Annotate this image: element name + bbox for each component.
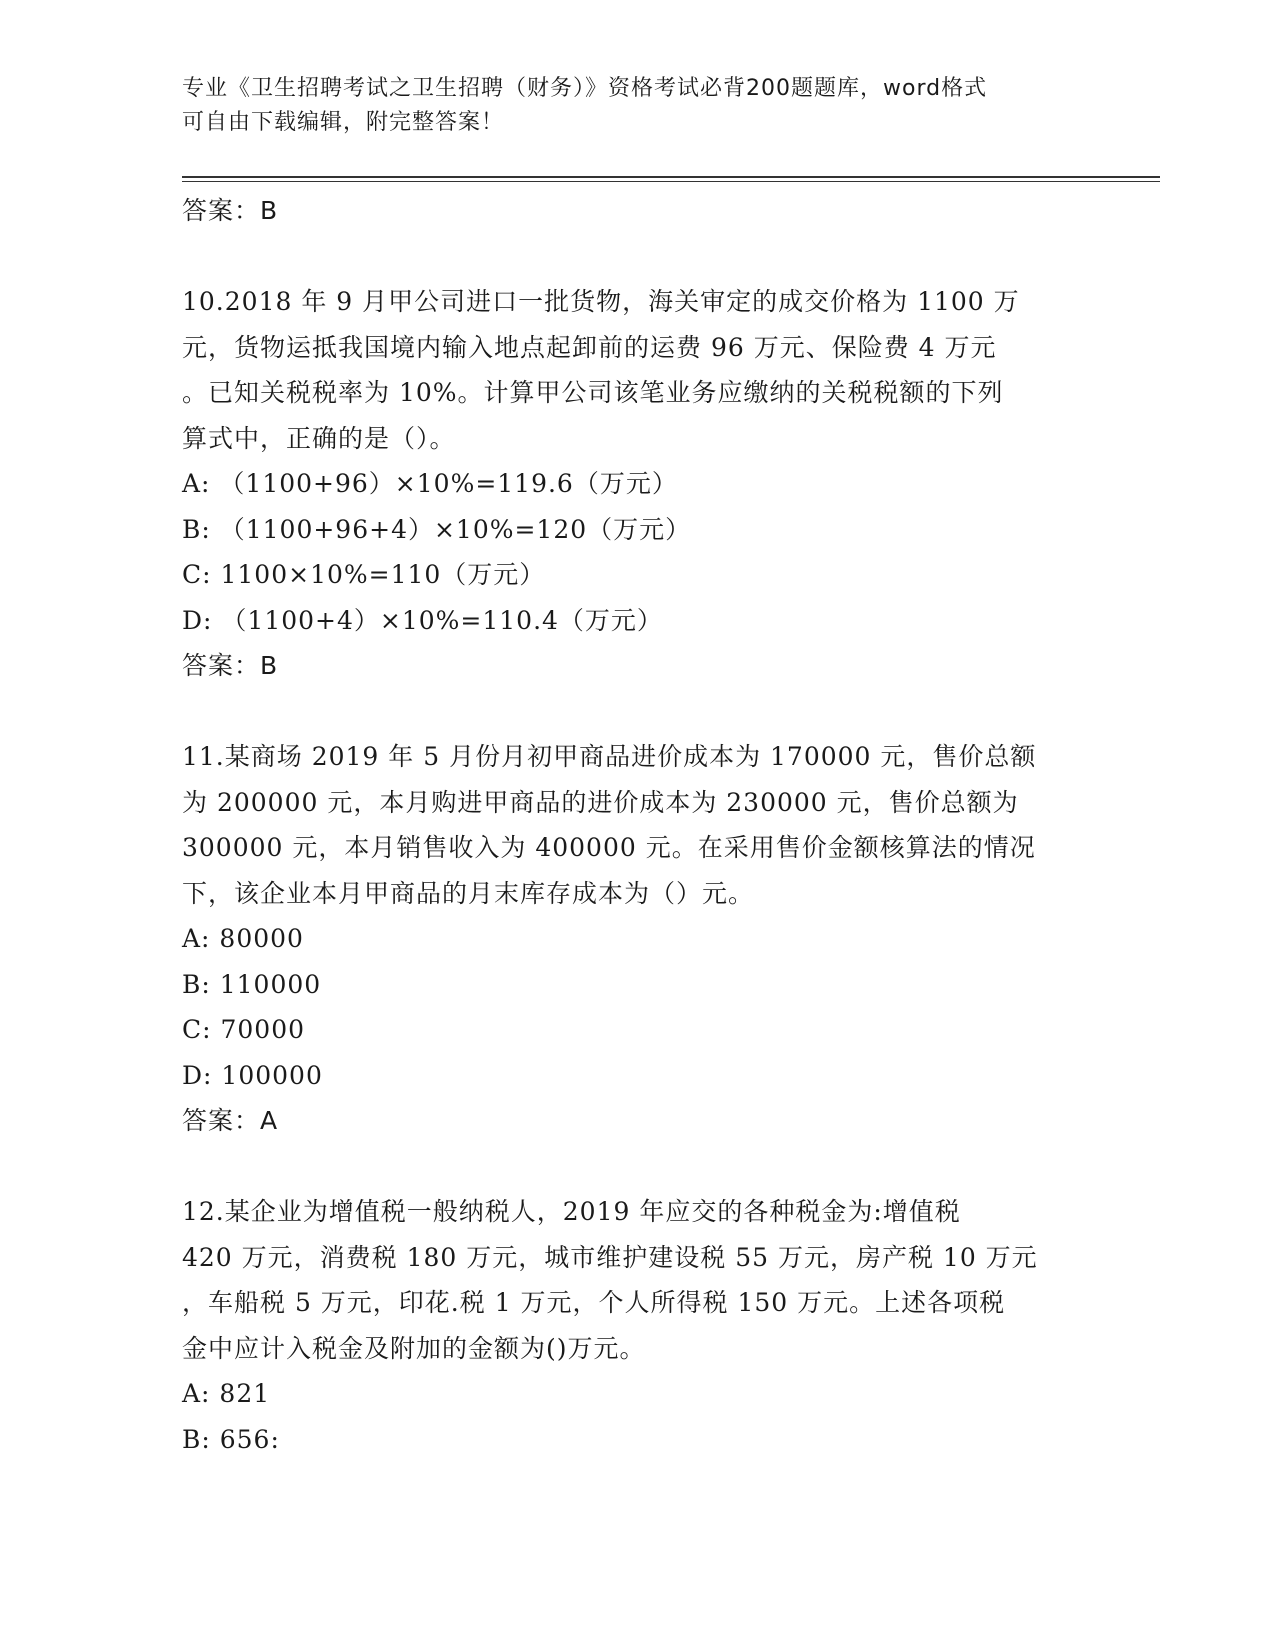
- header-line-2: 可自由下载编辑，附完整答案！: [182, 110, 505, 135]
- document-body: [182, 188, 1082, 1462]
- option-a: A: 80000: [182, 924, 304, 953]
- option-d: D: 100000: [182, 1060, 323, 1090]
- spacer: [182, 689, 1082, 735]
- stem-line: 420 万元，消费税 180 万元，城市维护建设税 55 万元，房产税 10 万元: [182, 1242, 1038, 1272]
- stem-line: 下，该企业本月甲商品的月末库存成本为（）元。: [182, 878, 755, 908]
- header-line-1: 专业《卫生招聘考试之卫生招聘（财务）》资格考试必背200题题库，word格式: [182, 76, 988, 101]
- header-rule-thick: [182, 176, 1160, 178]
- option-b: B: 110000: [182, 969, 322, 999]
- option-b: B: 656:: [182, 1424, 280, 1454]
- stem-line: 元，货物运抵我国境内输入地点起卸前的运费 96 万元、保险费 4 万元: [182, 332, 997, 362]
- spacer: [182, 1144, 1082, 1190]
- stem-line: 算式中，正确的是（）。: [182, 423, 456, 453]
- page-header: [182, 72, 1062, 140]
- stem-line: 10.2018 年 9 月甲公司进口一批货物，海关审定的成交价格为 1100 万: [182, 287, 1020, 316]
- answer-line: 答案：B: [182, 651, 279, 680]
- stem-line: 为 200000 元，本月购进甲商品的进价成本为 230000 元，售价总额为: [182, 787, 1019, 817]
- stem-line: ，车船税 5 万元，印花.税 1 万元，个人所得税 150 万元。上述各项税: [182, 1288, 1006, 1317]
- stem-line: 11.某商场 2019 年 5 月份月初甲商品进价成本为 170000 元，售价总额: [182, 742, 1037, 771]
- stem-line: 12.某企业为增值税一般纳税人，2019 年应交的各种税金为:增值税: [182, 1197, 961, 1226]
- question-stem: [182, 279, 1082, 461]
- question-11: [182, 734, 1082, 1144]
- header-rule-thin: [182, 181, 1160, 182]
- option-b: B: （1100+96+4）×10%=120（万元）: [182, 514, 692, 544]
- option-a: A: （1100+96）×10%=119.6（万元）: [182, 469, 678, 498]
- question-stem: [182, 734, 1082, 916]
- answer-line: 答案：A: [182, 1106, 279, 1135]
- stem-line: 300000 元，本月销售收入为 400000 元。在采用售价金额核算法的情况: [182, 833, 1036, 862]
- spacer: [182, 234, 1082, 280]
- question-stem: [182, 1189, 1082, 1371]
- question-10: [182, 279, 1082, 689]
- answer-line-previous: 答案：B: [182, 196, 279, 225]
- stem-line: 。已知关税税率为 10%。计算甲公司该笔业务应缴纳的关税税额的下列: [182, 378, 1004, 407]
- option-a: A: 821: [182, 1379, 271, 1408]
- option-d: D: （1100+4）×10%=110.4（万元）: [182, 605, 663, 635]
- question-12: [182, 1189, 1082, 1462]
- option-c: C: 1100×10%=110（万元）: [182, 560, 546, 589]
- stem-line: 金中应计入税金及附加的金额为()万元。: [182, 1333, 646, 1363]
- option-c: C: 70000: [182, 1015, 306, 1044]
